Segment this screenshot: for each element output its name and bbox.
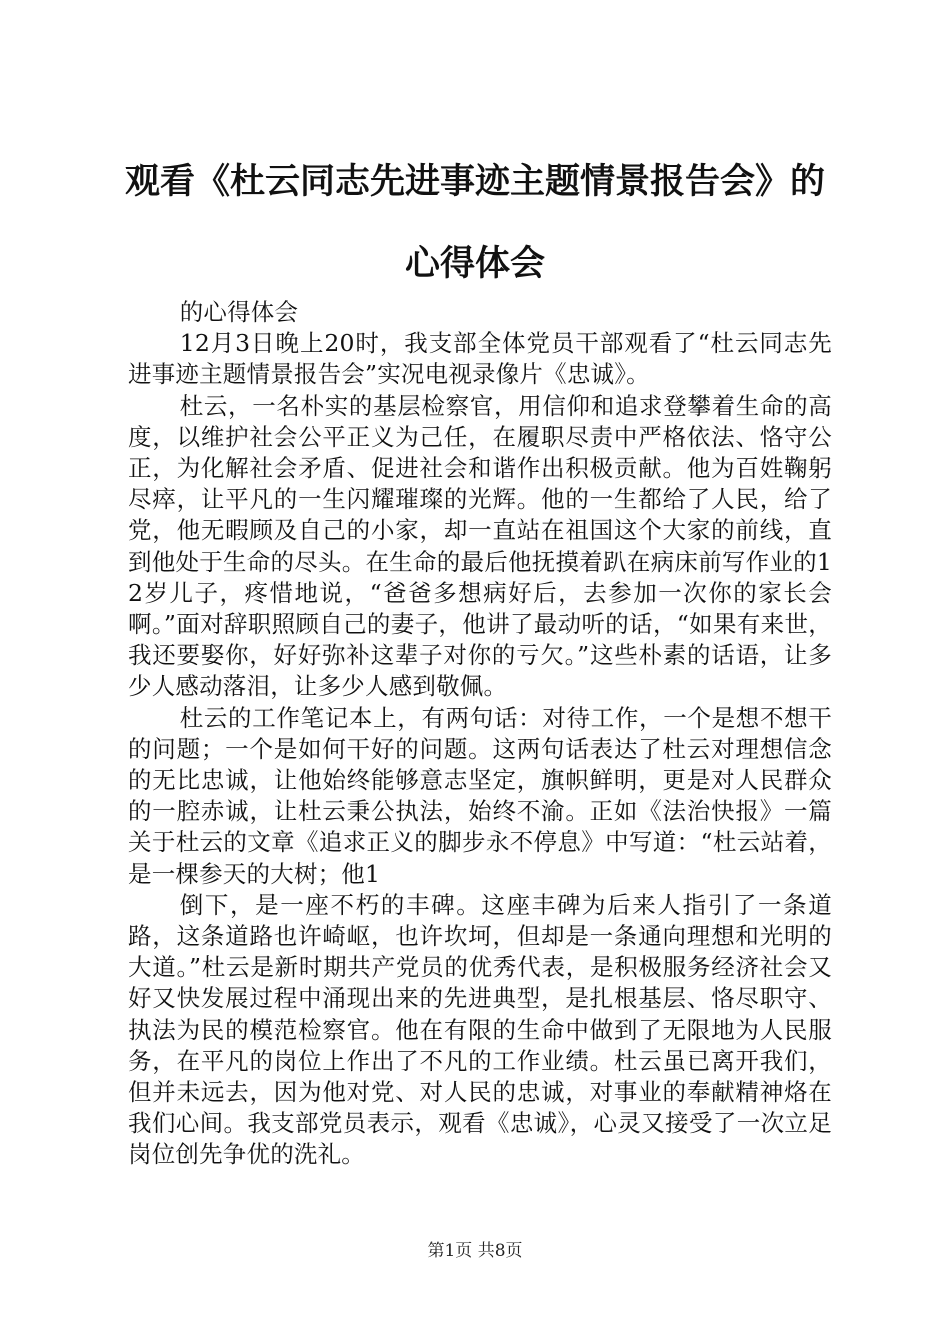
document-title-line2: 心得体会 xyxy=(404,244,545,284)
document-body xyxy=(128,297,832,1171)
paragraph-3: 杜云，一名朴实的基层检察官，用信仰和追求登攀着生命的高度，以维护社会公平正义为己任，在履职尽责中严格依法、恪守公正，为化解社会矛盾、促进社会和谐作出积极贡献。他为百姓鞠躬尽瘁，让平凡的一生闪耀璀璨的光辉。他的一生都给了人民，给了党，他无暇顾及自己的小家，却一直站在祖国这个大家的前线，直到他处于生命的尽头。在生命的最后他抚摸着趴在病床前写作业的12岁儿子，疼惜地说，“爸爸多想病好后，去参加一次你的家长会啊。”面对辞职照顾自己的妻子，他讲了最动听的话，“如果有来世，我还要娶你，好好弥补这辈子对你的亏欠。”这些朴素的话语，让多少人感动落泪，让多少人感到敬佩。 xyxy=(128,391,832,701)
paragraph-2: 12月3日晚上20时，我支部全体党员干部观看了“杜云同志先进事迹主题情景报告会”实况电视录像片《忠诚》。 xyxy=(128,329,832,389)
document-title-line1: 观看《杜云同志先进事迹主题情景报告会》的 xyxy=(124,162,825,202)
paragraph-1: 的心得体会 xyxy=(179,298,299,326)
paragraph-5: 倒下，是一座不朽的丰碑。这座丰碑为后来人指引了一条道路，这条道路也许崎岖，也许坎坷，但却是一条通向理想和光明的大道。”杜云是新时期共产党员的优秀代表，是积极服务经济社会又好又快发展过程中涌现出来的先进典型，是扎根基层、恪尽职守、执法为民的模范检察官。他在有限的生命中做到了无限地为人民服务，在平凡的岗位上作出了不凡的工作业绩。杜云虽已离开我们，但并未远去，因为他对党、对人民的忠诚，对事业的奉献精神烙在我们心间。我支部党员表示，观看《忠诚》，心灵又接受了一次立足岗位创先争优的洗礼。 xyxy=(128,890,832,1169)
paragraph-4: 杜云的工作笔记本上，有两句话：对待工作，一个是想不想干的问题；一个是如何干好的问题。这两句话表达了杜云对理想信念的无比忠诚，让他始终能够意志坚定，旗帜鲜明，更是对人民群众的一腔赤诚，让杜云秉公执法，始终不渝。正如《法治快报》一篇关于杜云的文章《追求正义的脚步永不停息》中写道：“杜云站着，是一棵参天的大树；他1 xyxy=(128,703,832,888)
page-footer: 第1页 共8页 xyxy=(427,1241,523,1261)
